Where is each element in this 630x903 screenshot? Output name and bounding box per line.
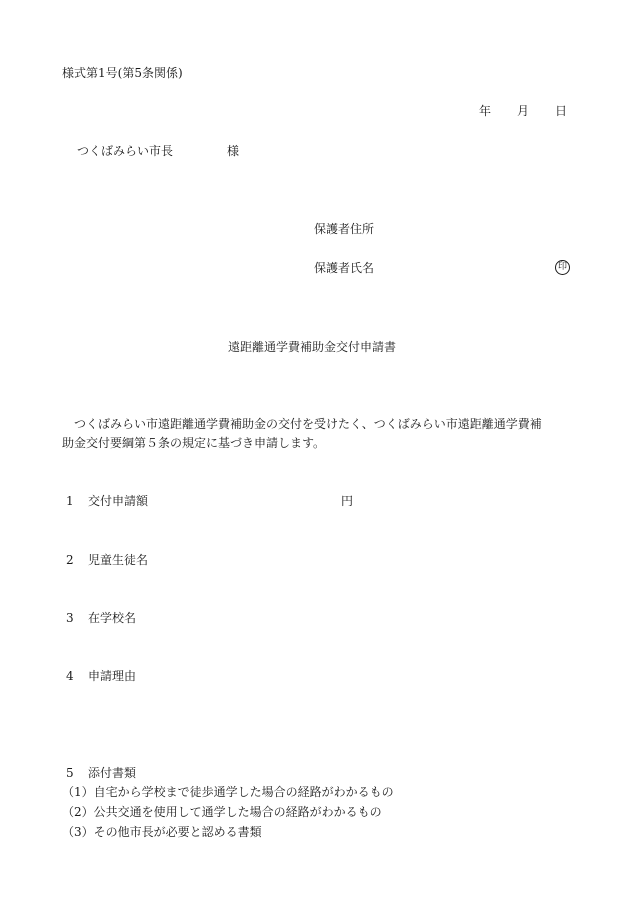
item-label: 申請理由 — [88, 669, 137, 683]
item-number: 5 — [66, 766, 74, 780]
date-month: 月 — [517, 104, 530, 118]
guardian-address-label: 保護者住所 — [314, 222, 375, 236]
body-line: つくばみらい市遠距離通学費補助金の交付を受けたく、つくばみらい市遠距離通学費補 — [74, 417, 542, 431]
addressee-honorific: 様 — [227, 144, 240, 158]
attachment-item: （1）自宅から学校まで徒歩通学した場合の経路がわかるもの — [62, 785, 394, 799]
attachment-item: （3）その他市長が必要と認める書類 — [62, 825, 262, 839]
item-number: 1 — [66, 494, 74, 508]
amount-unit: 円 — [341, 494, 354, 508]
attachment-item: （2）公共交通を使用して通学した場合の経路がわかるもの — [62, 805, 382, 819]
body-line: 助金交付要綱第５条の規定に基づき申請します。 — [62, 436, 326, 450]
item-number: 2 — [66, 553, 74, 567]
item-label: 在学校名 — [88, 611, 137, 625]
item-label: 児童生徒名 — [88, 553, 149, 567]
seal-icon: 印 — [555, 260, 570, 275]
document-title: 遠距離通学費補助金交付申請書 — [228, 340, 397, 354]
date-day: 日 — [555, 104, 568, 118]
form-number: 様式第1号(第5条関係) — [62, 66, 183, 80]
item-label: 交付申請額 — [88, 494, 149, 508]
date-year: 年 — [479, 104, 492, 118]
addressee-name: つくばみらい市長 — [77, 144, 174, 158]
item-number: 4 — [66, 669, 74, 683]
item-number: 3 — [66, 611, 74, 625]
guardian-name-label: 保護者氏名 — [314, 261, 375, 275]
item-label: 添付書類 — [88, 766, 137, 780]
